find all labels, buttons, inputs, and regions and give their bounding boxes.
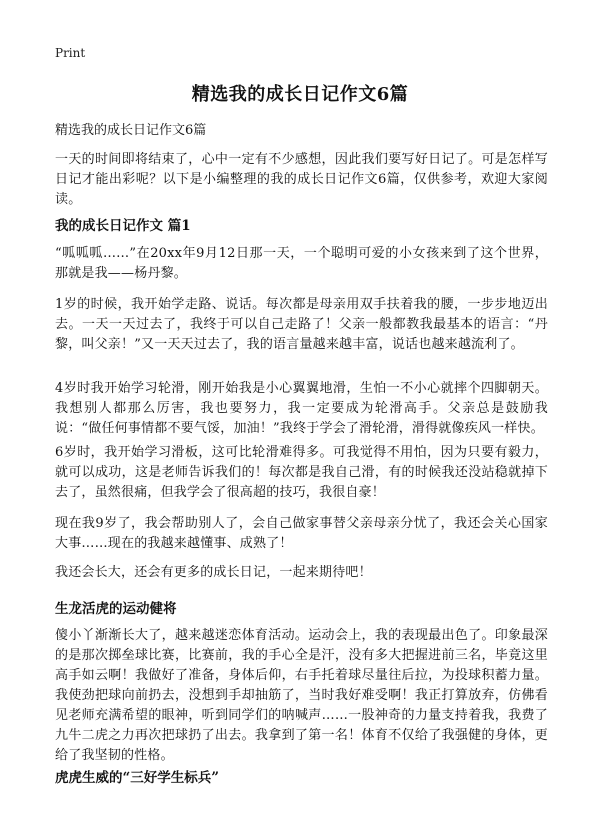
paragraph-2-1: 傻小丫渐渐长大了，越来越迷恋体育活动。运动会上，我的表现最出色了。印象最深的是那次掷垒球比赛，比赛前，我的手心全是汗，没有多大把握进前三名，毕竟这里高手如云啊！我做好了准备，身体后仰，右手托着球尽量往后拉，为投球积蓄力量。我使劲把球向前扔去，没想到手却抽筋了，当时我好难受啊！我正打算放弃，仿佛看见老师充满希望的眼神，听到同学们的呐喊声……一股神奇的力量支持着我，我费了九牛二虎之力再次把球扔了出去。我拿到了第一名！体育不仅给了我强健的身体，更给了我坚韧的性格。 [55, 628, 548, 763]
paragraph-1-5: 现在我9岁了，我会帮助别人了，会自己做家事替父亲母亲分忧了，我还会关心国家大事……现在的我越来越懂事、成熟了！ [55, 516, 548, 551]
print-label[interactable]: Print [55, 46, 86, 60]
section-heading-1: 我的成长日记作文 篇1 [55, 218, 191, 234]
document-subtitle: 精选我的成长日记作文6篇 [55, 123, 207, 138]
section-heading-3: 虎虎生威的“三好学生标兵” [55, 770, 220, 786]
paragraph-1-6: 我还会长大，还会有更多的成长日记，一起来期待吧！ [55, 565, 372, 580]
section-heading-2: 生龙活虎的运动健将 [55, 601, 177, 617]
document-title: 精选我的成长日记作文6篇 [191, 84, 409, 105]
paragraph-1-3: 4岁时我开始学习轮滑，刚开始我是小心翼翼地滑，生怕一不小心就摔个四脚朝天。我想别人都那么厉害，我也要努力，我一定要成为轮滑高手。父亲总是鼓励我说：“做任何事情都不要气馁，加油！”我终于学会了滑轮滑，滑得就像疾风一样快。 [55, 381, 548, 436]
paragraph-1-4: 6岁时，我开始学习滑板，这可比轮滑难得多。可我觉得不用怕，因为只要有毅力，就可以成功，这是老师告诉我们的！每次都是我自己滑，有的时候我还没站稳就掉下去了，虽然很痛，但我学会了很高超的技巧，我很自豪！ [55, 445, 548, 500]
intro-paragraph: 一天的时间即将结束了，心中一定有不少感想，因此我们要写好日记了。可是怎样写日记才能出彩呢？以下是小编整理的我的成长日记作文6篇，仅供参考，欢迎大家阅读。 [55, 152, 548, 207]
paragraph-1-2: 1岁的时候，我开始学走路、说话。每次都是母亲用双手扶着我的腰，一步步地迈出去。一天一天过去了，我终于可以自己走路了！父亲一般都教我最基本的语言：“丹黎，叫父亲！”又一天天过去了，我的语言量越来越丰富，说话也越来越流利了。 [55, 297, 548, 352]
paragraph-1-1: “呱呱呱……”在20xx年9月12日那一天，一个聪明可爱的小女孩来到了这个世界，那就是我——杨丹黎。 [55, 246, 548, 281]
